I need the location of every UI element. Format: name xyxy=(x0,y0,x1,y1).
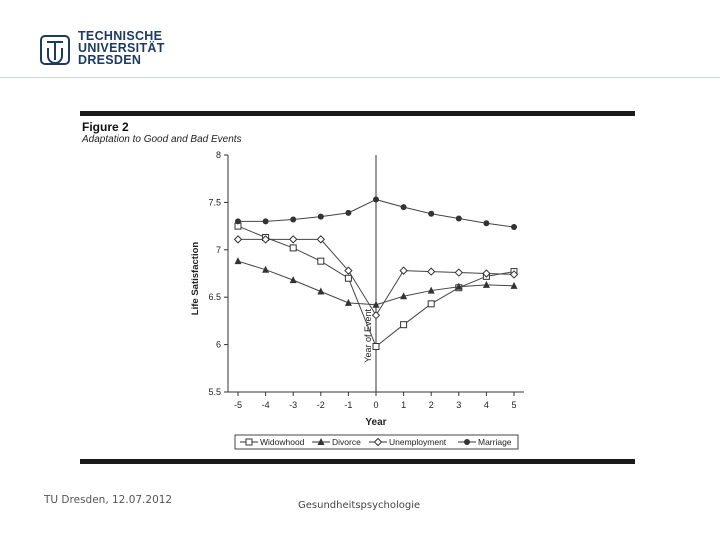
y-tick-label: 8 xyxy=(215,150,221,160)
x-tick-label: 4 xyxy=(483,400,489,410)
figure-subtitle: Adaptation to Good and Bad Events xyxy=(82,134,242,145)
point-marriage xyxy=(456,216,462,222)
x-tick-label: 5 xyxy=(511,400,517,410)
x-tick-label: -1 xyxy=(344,400,353,410)
point-marriage xyxy=(428,211,434,217)
x-tick-label: -3 xyxy=(289,400,298,410)
point-unemployment xyxy=(290,236,297,243)
x-tick-label: 3 xyxy=(456,400,462,410)
logo-line-2: UNIVERSITÄT xyxy=(78,41,165,55)
y-tick-label: 5.5 xyxy=(208,387,221,397)
point-unemployment xyxy=(373,312,380,319)
figure-title: Figure 2 xyxy=(82,120,129,134)
x-tick-label: -2 xyxy=(316,400,325,410)
point-marriage xyxy=(263,218,269,224)
x-tick-label: 2 xyxy=(428,400,434,410)
point-unemployment xyxy=(235,236,242,243)
point-widowhood xyxy=(401,322,407,328)
legend-label-unemployment: Unemployment xyxy=(389,437,447,447)
point-unemployment xyxy=(400,267,407,274)
legend-label-divorce: Divorce xyxy=(332,437,361,447)
x-tick-label: -4 xyxy=(261,400,270,410)
y-tick-label: 6.5 xyxy=(208,292,221,303)
y-tick-label: 6 xyxy=(215,339,221,350)
point-widowhood xyxy=(318,258,324,264)
point-marriage xyxy=(345,210,351,216)
x-axis-label: Year xyxy=(365,417,387,428)
point-divorce xyxy=(235,257,242,264)
point-marriage xyxy=(290,216,296,222)
point-unemployment xyxy=(428,268,435,275)
x-tick-label: 0 xyxy=(373,400,379,410)
point-marriage xyxy=(318,214,324,220)
logo-line-1: TECHNISCHE xyxy=(78,29,163,43)
legend-label-marriage: Marriage xyxy=(478,437,512,447)
footer-institution-date: TU Dresden, 12.07.2012 xyxy=(44,494,173,506)
point-marriage xyxy=(511,224,517,230)
y-tick-label: 7.5 xyxy=(208,197,221,208)
point-widowhood xyxy=(290,245,296,251)
point-marriage xyxy=(235,218,241,224)
point-marriage xyxy=(483,220,489,226)
footer-course: Gesundheitspsychologie xyxy=(298,500,421,511)
point-widowhood xyxy=(428,301,434,307)
point-unemployment xyxy=(455,269,462,276)
point-marriage xyxy=(373,197,379,203)
x-tick-label: -5 xyxy=(233,400,243,410)
figure-bottom-rule xyxy=(80,459,635,464)
point-divorce xyxy=(483,281,490,288)
legend-label-widowhood: Widowhood xyxy=(260,437,305,447)
point-widowhood xyxy=(345,275,351,281)
legend-marker-widowhood xyxy=(246,439,252,445)
year-of-event-label: Year of Event xyxy=(363,309,373,363)
point-widowhood xyxy=(373,343,379,349)
x-tick-label: 1 xyxy=(401,400,407,410)
y-tick-label: 7 xyxy=(215,244,221,255)
point-marriage xyxy=(401,204,407,210)
logo-line-3: DRESDEN xyxy=(78,53,142,67)
y-axis-label: Life Satisfaction xyxy=(190,241,201,316)
legend-marker-marriage xyxy=(464,439,470,445)
